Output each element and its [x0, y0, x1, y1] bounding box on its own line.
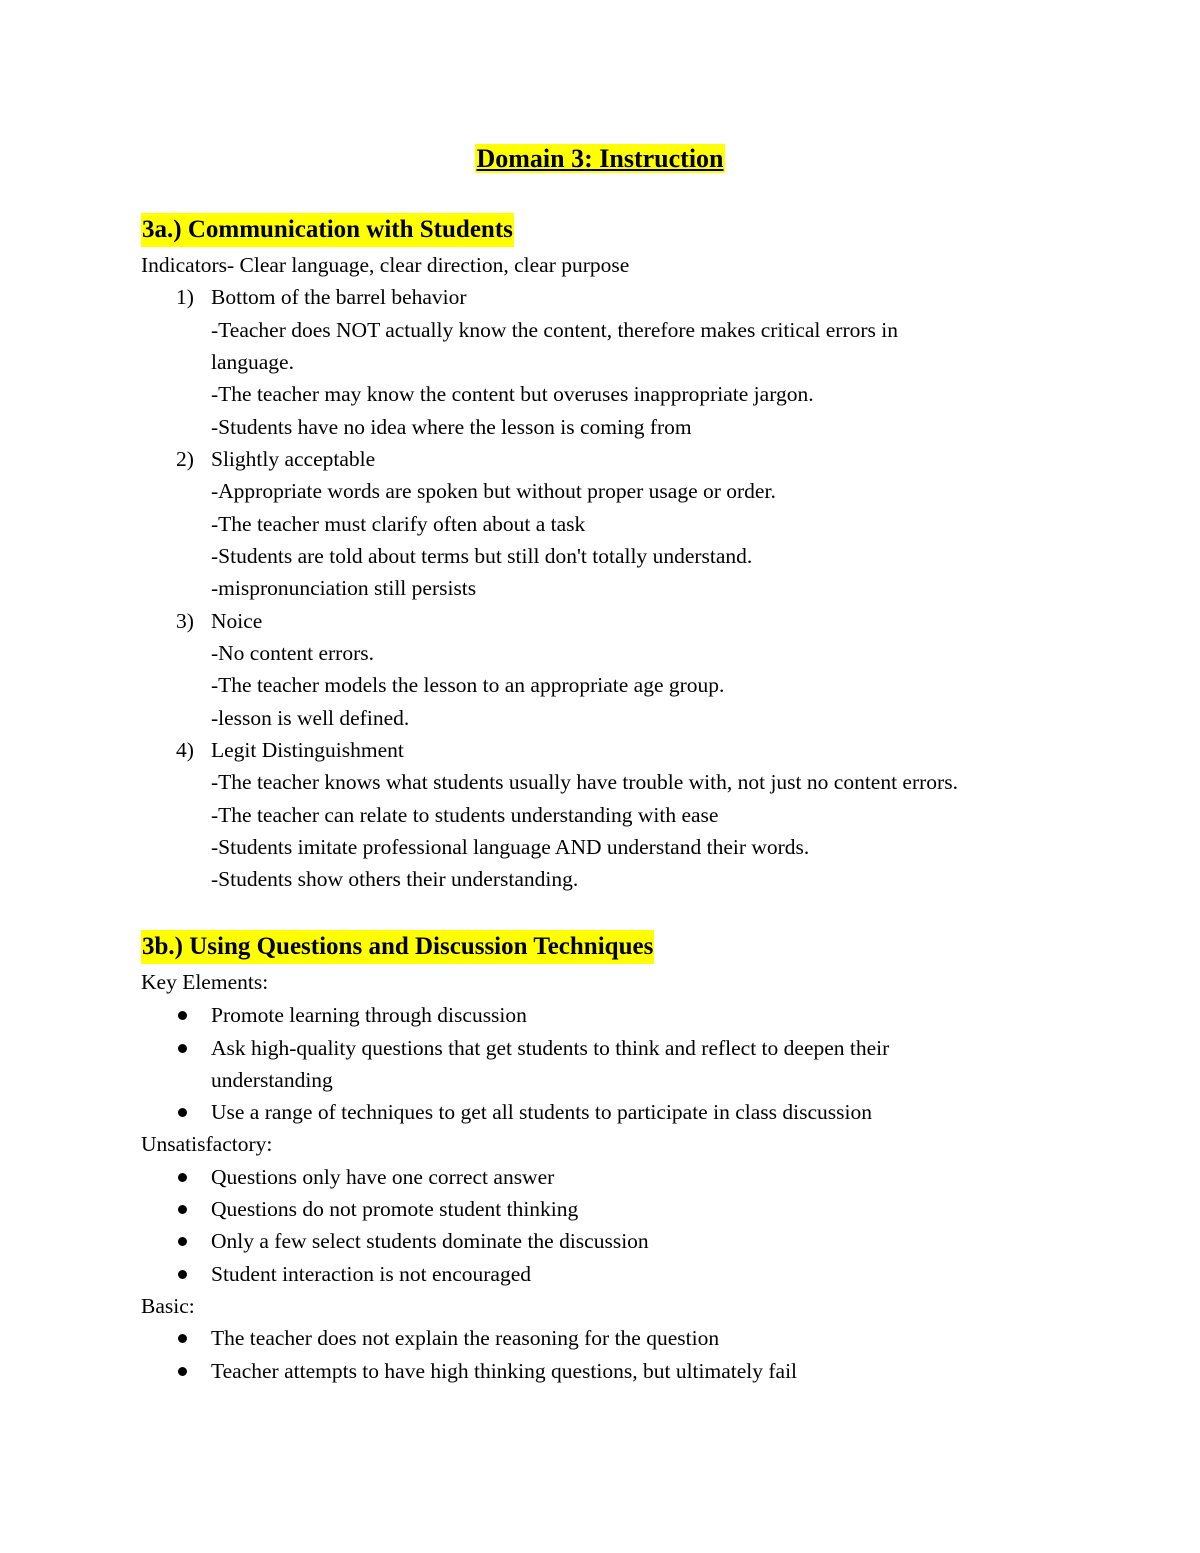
level-note: -Appropriate words are spoken but without proper usage or order.: [211, 479, 776, 503]
group-label: Basic:: [141, 1294, 195, 1318]
level-label: Legit Distinguishment: [211, 738, 404, 762]
level-label: Noice: [211, 609, 263, 633]
indicators-line: Indicators- Clear language, clear direction, clear purpose: [141, 253, 630, 277]
level-note: -Students show others their understanding.: [211, 867, 579, 891]
level-note: -The teacher may know the content but overuses inappropriate jargon.: [211, 382, 814, 406]
bullet-icon: [178, 1044, 187, 1053]
level-label: Slightly acceptable: [211, 447, 376, 471]
group-label: Unsatisfactory:: [141, 1132, 273, 1156]
bullet-item: Ask high-quality questions that get students to think and reflect to deepen their: [211, 1036, 890, 1060]
level-note: -The teacher models the lesson to an appropriate age group.: [211, 673, 725, 697]
level-number: 2): [176, 447, 194, 471]
level-note: -lesson is well defined.: [211, 706, 410, 730]
page-title: Domain 3: Instruction: [476, 144, 724, 173]
bullet-item: Questions do not promote student thinking: [211, 1197, 579, 1221]
level-note: -No content errors.: [211, 641, 374, 665]
bullet-item: Teacher attempts to have high thinking questions, but ultimately fail: [211, 1359, 798, 1383]
bullet-icon: [178, 1334, 187, 1343]
bullet-item: understanding: [211, 1068, 333, 1092]
bullet-item: The teacher does not explain the reasoning for the question: [211, 1326, 720, 1350]
section-heading-3b: 3b.) Using Questions and Discussion Techniques: [141, 930, 654, 964]
level-note: -Students have no idea where the lesson is coming from: [211, 415, 692, 439]
bullet-icon: [178, 1205, 187, 1214]
bullet-icon: [178, 1011, 187, 1020]
bullet-item: Use a range of techniques to get all students to participate in class discussion: [211, 1100, 872, 1124]
level-note: -mispronunciation still persists: [211, 576, 477, 600]
level-number: 1): [176, 285, 194, 309]
level-label: Bottom of the barrel behavior: [211, 285, 467, 309]
level-number: 4): [176, 738, 194, 762]
bullet-icon: [178, 1367, 187, 1376]
bullet-icon: [178, 1270, 187, 1279]
level-note: -Students imitate professional language AND understand their words.: [211, 835, 810, 859]
bullet-item: Student interaction is not encouraged: [211, 1262, 532, 1286]
bullet-item: Only a few select students dominate the discussion: [211, 1229, 649, 1253]
level-number: 3): [176, 609, 194, 633]
level-note: -The teacher can relate to students understanding with ease: [211, 803, 719, 827]
bullet-icon: [178, 1173, 187, 1182]
section-heading-3a: 3a.) Communication with Students: [141, 213, 514, 247]
level-note: -The teacher knows what students usually have trouble with, not just no content errors.: [211, 770, 958, 794]
bullet-icon: [178, 1237, 187, 1246]
level-note: -Students are told about terms but still don't totally understand.: [211, 544, 753, 568]
bullet-icon: [178, 1108, 187, 1117]
bullet-item: Questions only have one correct answer: [211, 1165, 555, 1189]
level-note: -The teacher must clarify often about a task: [211, 512, 586, 536]
bullet-item: Promote learning through discussion: [211, 1003, 527, 1027]
group-label: Key Elements:: [141, 970, 269, 994]
title-wrap: [0, 142, 1200, 176]
level-note: -Teacher does NOT actually know the content, therefore makes critical errors in: [211, 318, 899, 342]
level-note: language.: [211, 350, 294, 374]
